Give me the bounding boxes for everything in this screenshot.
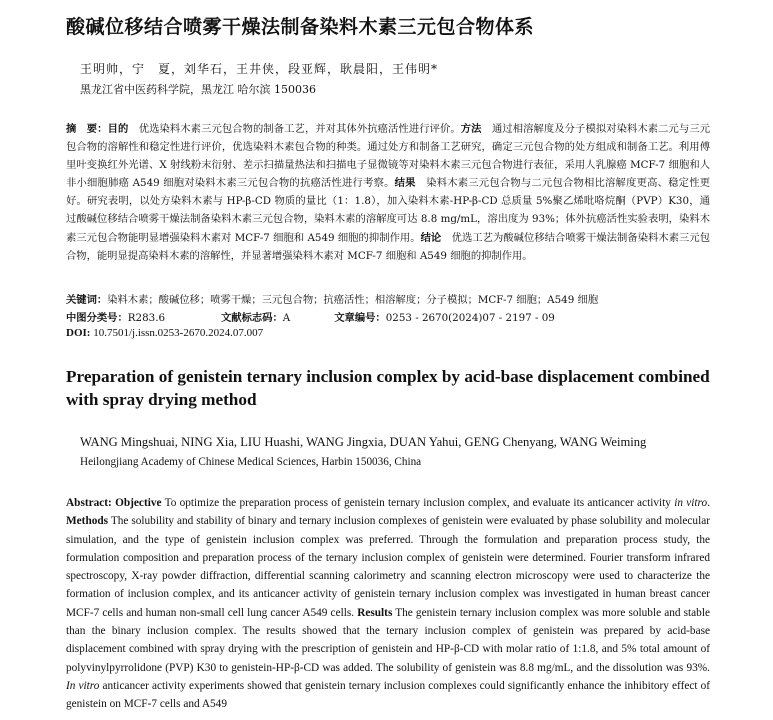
objective-label: 目的 bbox=[107, 123, 129, 135]
chinese-title: 酸碱位移结合喷雾干燥法制备染料木素三元包合物体系 bbox=[66, 16, 535, 38]
results-text: 染料木素三元包合物与二元包合物相比溶解度更高、稳定性更好。研究表明，以处方染料木素与 HP-β-CD 物质的量比（1：1.8），加入染料木素-HP-β-CD 总质量 5%聚乙烯吡咯烷酮（PVP）K30，通过酸碱位移结合喷雾干燥法制备染料木素三元包合物，染料木素的溶解度可达 8.8 mg/mL，溶出度为 93%；体外抗癌活性实验表明，染料木素三元包合物能明显增强染料木素对 MCF-7 细胞和 A549 细胞的抑制作用。 bbox=[66, 177, 711, 244]
en-results-italic: In vitro bbox=[66, 679, 100, 692]
abstract-label: 摘 要： bbox=[66, 123, 108, 135]
keywords-text: 染料木素；酸碱位移；喷雾干燥；三元包合物；抗癌活性；相溶解度；分子模拟；MCF-7 细胞；A549 细胞 bbox=[107, 294, 599, 306]
en-results-text: The genistein ternary inclusion complex was more soluble and stable than the binary inclusion complex. The results showed that the ternary inclusion complex of genistein was prepared by acid-base displacement combined with spray drying with the prescription of genistein and HP-β-CD with molar ratio of 1:1.8, and 5% total amount of polyvinylpyrrolidone (PVP) K30 to genistein-HP-β-CD was added. The solubility of genistein was 8.8 mg/mL, and the dissolution was 93%. bbox=[66, 606, 710, 674]
en-abstract-label: Abstract: bbox=[66, 497, 112, 509]
classification-line bbox=[66, 309, 555, 324]
doc-code-value: A bbox=[282, 312, 291, 324]
conclusion-text: 优选工艺为酸碱位移结合喷雾干燥法制备染料木素三元包合物，能明显提高染料木素的溶解性，并显著增强染料木素对 MCF-7 细胞和 A549 细胞的抑制作用。 bbox=[66, 231, 711, 262]
doi-label: DOI: bbox=[66, 327, 91, 339]
article-no-value: 0253 - 2670(2024)07 - 2197 - 09 bbox=[385, 312, 555, 324]
clc-label: 中图分类号： bbox=[66, 312, 128, 324]
english-title: Preparation of genistein ternary inclusion complex by acid-base displacement combined with spray drying method bbox=[66, 367, 710, 409]
methods-text: 通过相溶解度及分子模拟对染料木素二元与三元包合物的溶解性和稳定性进行评价，优选染料木素包合物的种类。通过处方和制备工艺研究，确定三元包合物的处方组成和制备工艺。利用傅里叶变换红外光谱、X 射线粉末衍射、差示扫描量热法和扫描电子显微镜等对染料木素三元包合物进行表征，采用人乳腺癌 MCF-7 细胞和人非小细胞肺癌 A549 细胞对染料木素三元包合物的抗癌活性进行考察。 bbox=[66, 123, 711, 190]
chinese-keywords bbox=[66, 291, 716, 306]
english-abstract bbox=[66, 494, 710, 714]
article-no-label: 文章编号： bbox=[334, 312, 386, 324]
clc-value: R283.6 bbox=[127, 312, 166, 324]
results-label: 结果 bbox=[394, 177, 416, 190]
en-objective-end: . bbox=[707, 497, 711, 509]
en-methods-label: Methods bbox=[66, 515, 109, 528]
objective-text: 优选染料木素三元包合物的制备工艺，并对其体外抗癌活性进行评价。 bbox=[128, 123, 461, 135]
english-authors: WANG Mingshuai, NING Xia, LIU Huashi, WANG Jingxia, DUAN Yahui, GENG Chenyang, WANG Weiming bbox=[80, 435, 647, 449]
doi-value: 10.7501/j.issn.0253-2670.2024.07.007 bbox=[90, 327, 264, 339]
en-objective-label: Objective bbox=[115, 497, 162, 509]
english-affiliation: Heilongjiang Academy of Chinese Medical Sciences, Harbin 150036, China bbox=[80, 456, 422, 468]
chinese-abstract bbox=[66, 120, 710, 265]
en-objective-italic: in vitro bbox=[674, 497, 708, 509]
en-objective-text: To optimize the preparation process of genistein ternary inclusion complex, and evaluate its anticancer activity bbox=[161, 497, 675, 509]
en-results-end: anticancer activity experiments showed that genistein ternary inclusion complexes could significantly enhance the inhibitory effect of genistein on MCF-7 cells and A549 bbox=[66, 679, 710, 711]
methods-label: 方法 bbox=[460, 123, 482, 135]
chinese-authors: 王明帅，宁 夏，刘华石，王井侠，段亚辉，耿晨阳，王伟明* bbox=[80, 62, 439, 76]
keywords-label: 关键词： bbox=[66, 294, 108, 306]
en-results-label: Results bbox=[357, 606, 393, 619]
chinese-affiliation: 黑龙江省中医药科学院，黑龙江 哈尔滨 150036 bbox=[80, 83, 316, 96]
doi-line bbox=[66, 327, 263, 339]
conclusion-label: 结论 bbox=[420, 231, 442, 244]
en-methods-text: The solubility and stability of binary and ternary inclusion complexes of genistein were evaluated by phase solubility and molecular simulation, and the type of genistein inclusion complex was preferred. Through the formulation and preparation process study, the formulation composition and preparation process of the ternary inclusion complex of genistein were determined. Fourier transform infrared spectroscopy, X-ray powder diffraction, differential scanning calorimetry and scanning electron microscopy were used to characterize the formation of inclusion complex, and its anticancer activity of genistein ternary inclusion complex was investigated in human breast cancer MCF-7 cells and human non-small cell lung cancer A549 cells. bbox=[66, 515, 710, 619]
doc-code-label: 文献标志码： bbox=[221, 312, 283, 324]
